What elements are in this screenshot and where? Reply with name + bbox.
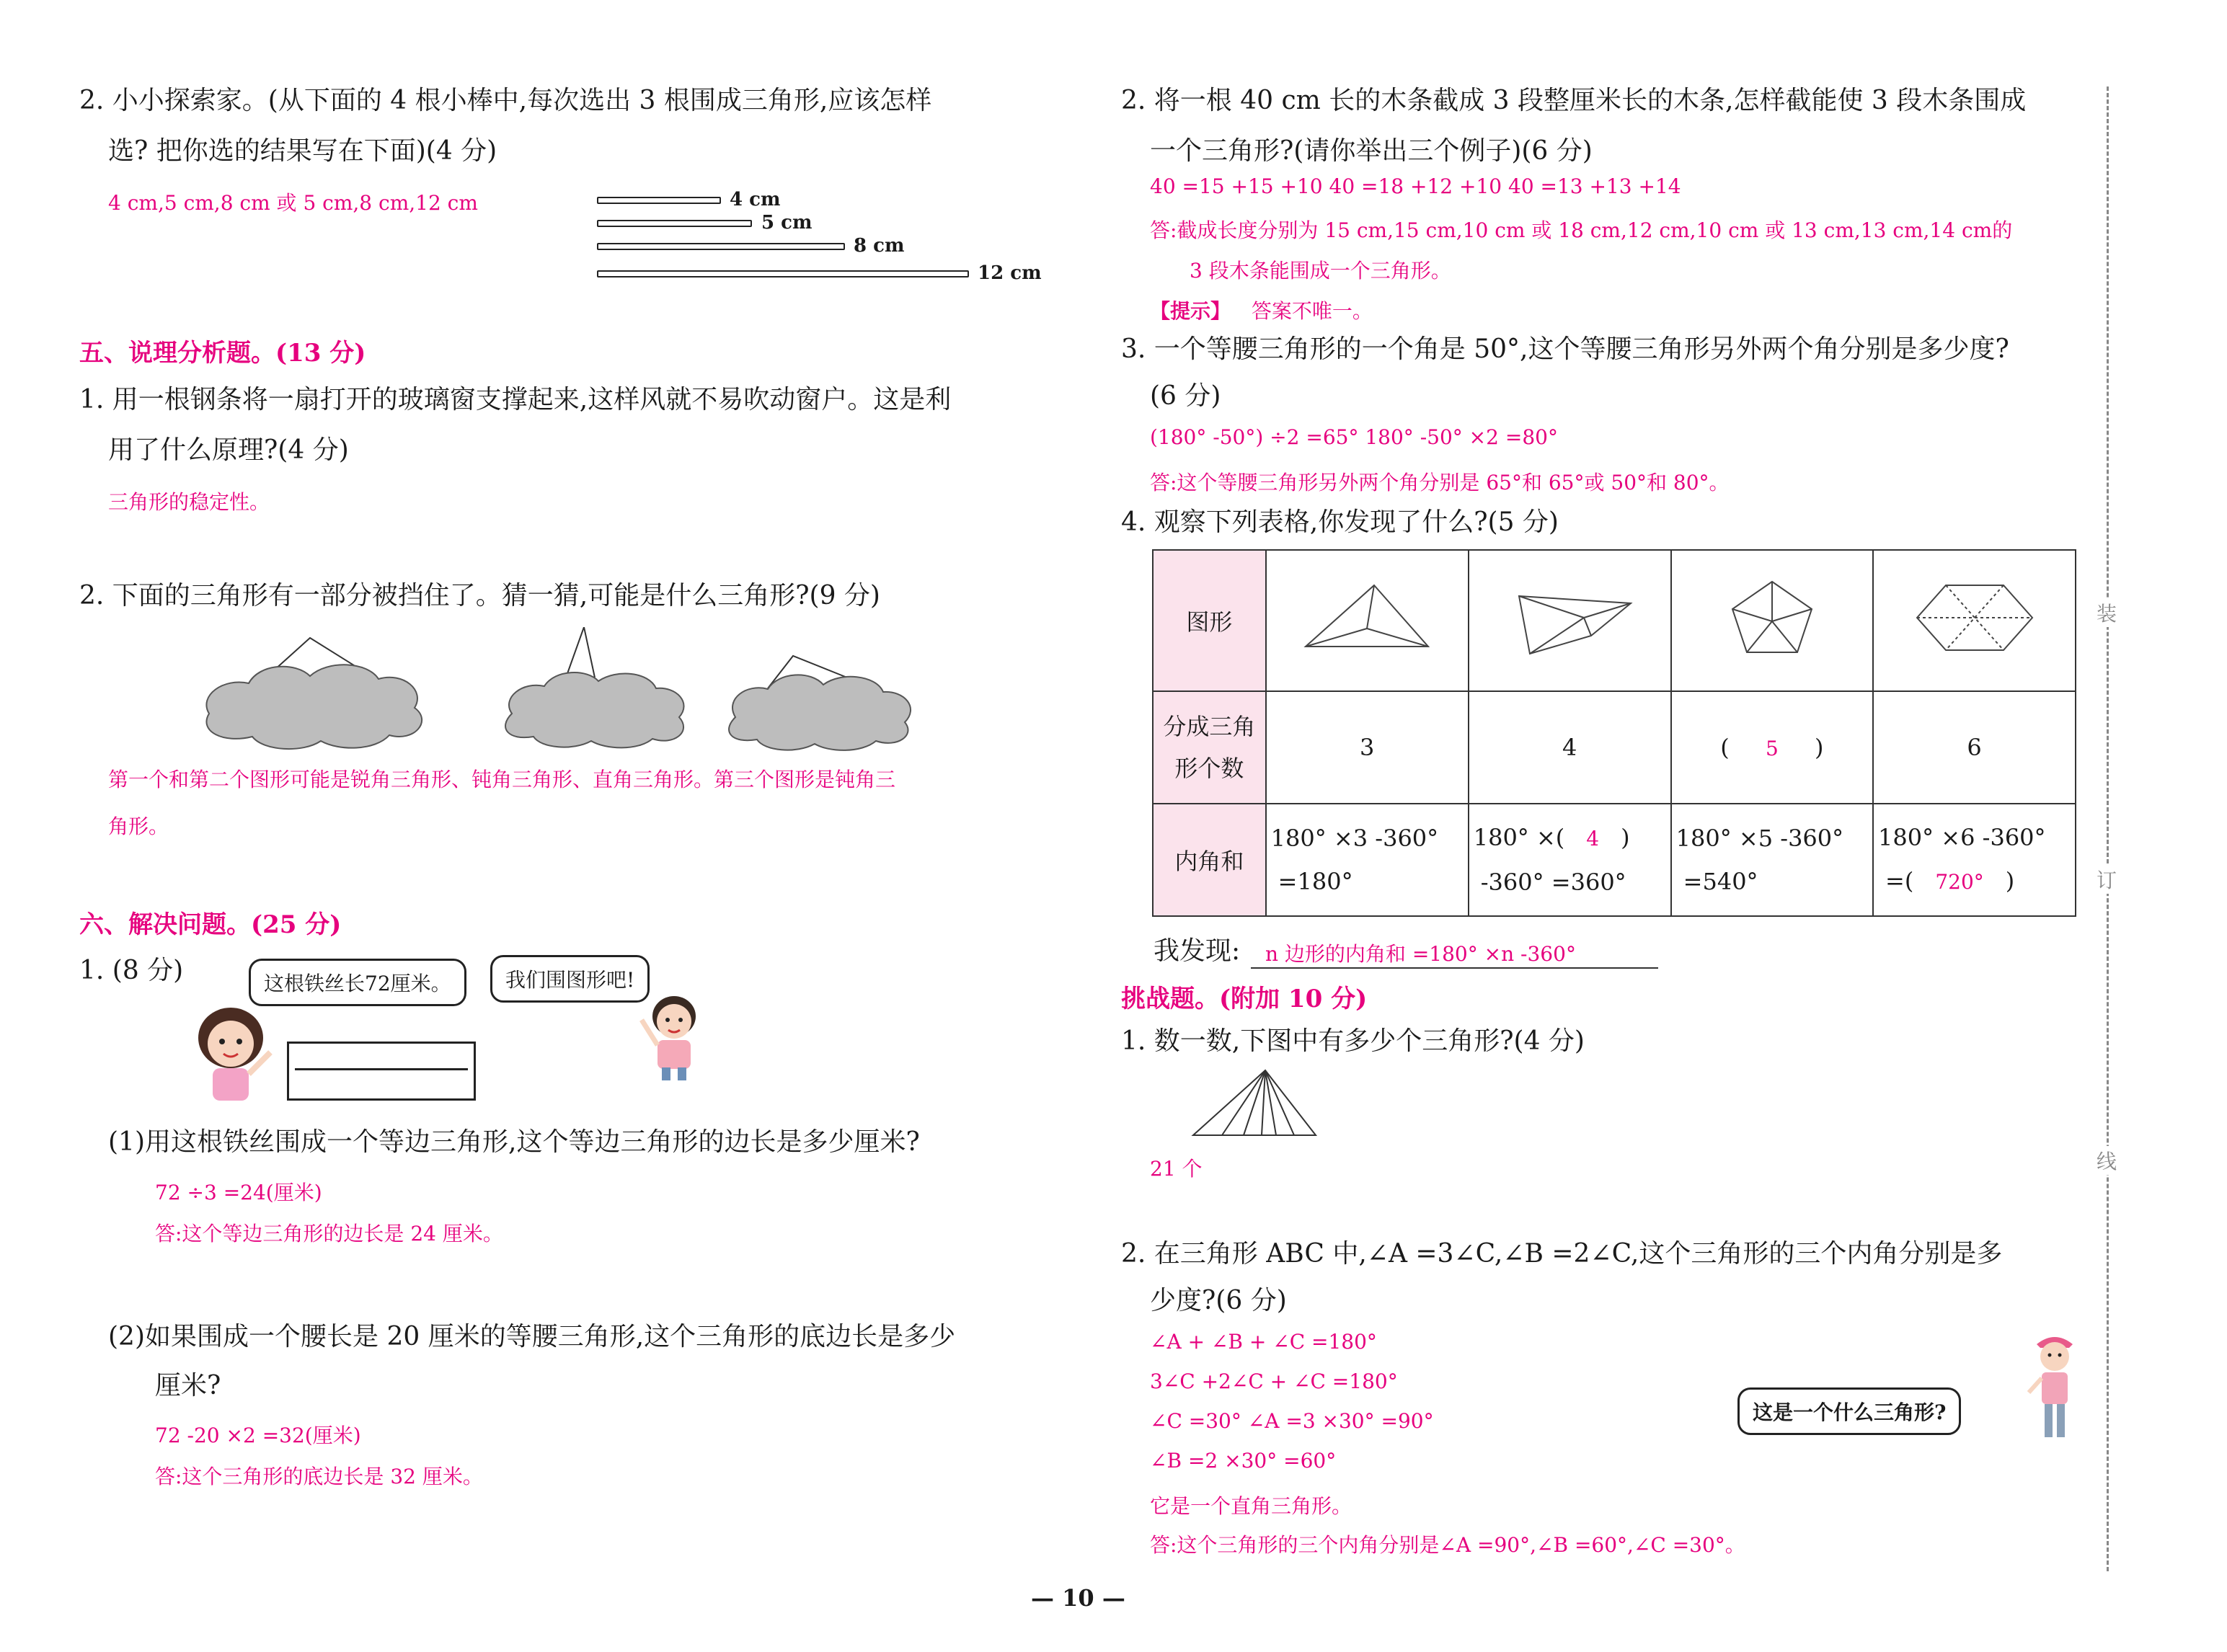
left-q2-line1: 2. 小小探索家。(从下面的 4 根小棒中,每次选出 3 根围成三角形,应该怎样 <box>79 86 932 115</box>
sec5-q1-answer: 三角形的稳定性。 <box>108 490 270 514</box>
sum-1-a: 180° ×3 -360° <box>1270 825 1439 852</box>
sum-4-fill: 720° <box>1935 870 1984 894</box>
sum-3-a: 180° ×5 -360° <box>1675 825 1844 852</box>
discover-answer: n 边形的内角和 =180° ×n -360° <box>1251 938 1658 969</box>
sum-cell-4 <box>1873 804 2076 916</box>
speech-bubble-girl: 这根铁丝长72厘米。 <box>249 959 466 1006</box>
sum-cell-2 <box>1469 804 1671 916</box>
right-q2-line1: 2. 将一根 40 cm 长的木条截成 3 段整厘米长的木条,怎样截能使 3 段木条围成 <box>1121 86 2027 115</box>
right-q2-answer-line2: 3 段木条能围成一个三角形。 <box>1190 259 1451 283</box>
sec5-q1-line2: 用了什么原理?(4 分) <box>108 435 349 465</box>
sum-3-b: =540° <box>1683 868 1758 895</box>
stick-label-12cm: 12 cm <box>978 262 1042 284</box>
sum-2-b: -360° =360° <box>1480 869 1626 896</box>
row-label-sum: 内角和 <box>1153 804 1266 916</box>
count-cell-3 <box>1671 691 1873 804</box>
sum-cell-3 <box>1671 804 1873 916</box>
stick-label-8cm: 8 cm <box>854 235 905 257</box>
hint-tag: 【提示】 <box>1150 299 1231 323</box>
count-cell-1: 3 <box>1266 691 1469 804</box>
challenge-calc4: ∠B =2 ×30° =60° <box>1150 1449 1337 1473</box>
challenge-q2-line1: 2. 在三角形 ABC 中,∠A =3∠C,∠B =2∠C,这个三角形的三个内角分别是多 <box>1121 1239 2003 1269</box>
stick-label-4cm: 4 cm <box>730 189 781 210</box>
boy-standing-illustration <box>2026 1326 2084 1442</box>
challenge-q1-answer: 21 个 <box>1150 1157 1203 1181</box>
margin-mark-line: 线 <box>2097 1146 2117 1175</box>
count-cell-4: 6 <box>1873 691 2076 804</box>
pentagon-5-triangles-figure <box>1725 574 1819 661</box>
sum-2-a2: ) <box>1621 824 1630 851</box>
cell-pentagon-split <box>1671 550 1873 691</box>
stick-label-5cm: 5 cm <box>761 212 813 234</box>
section-5-title: 五、说理分析题。(13 分) <box>79 339 366 368</box>
sec6-q1-label: 1. (8 分) <box>79 956 184 985</box>
challenge-answer: 答:这个三角形的三个内角分别是∠A =90°,∠B =60°,∠C =30°。 <box>1150 1533 1745 1557</box>
sum-cell-1 <box>1266 804 1469 916</box>
right-q2-line2: 一个三角形?(请你举出三个例子)(6 分) <box>1150 136 1593 166</box>
sec6-p2-line1: (2)如果围成一个腰长是 20 厘米的等腰三角形,这个三角形的底边长是多少 <box>108 1322 956 1351</box>
row-label-count-a: 分成三角 <box>1163 713 1256 740</box>
right-q3-calc: (180° -50°) ÷2 =65° 180° -50° ×2 =80° <box>1150 425 1558 449</box>
hexagon-6-triangles-figure <box>1910 578 2040 657</box>
quadrilateral-3-triangles-figure <box>1298 578 1435 657</box>
cell-hexagon-split <box>1873 550 2076 691</box>
sec6-p2-answer: 答:这个三角形的底边长是 32 厘米。 <box>155 1465 483 1488</box>
challenge-calc5: 它是一个直角三角形。 <box>1150 1494 1352 1518</box>
count-open-paren: ( <box>1720 734 1730 761</box>
sum-2-a: 180° ×( <box>1473 824 1565 851</box>
challenge-calc1: ∠A + ∠B + ∠C =180° <box>1150 1330 1377 1354</box>
boy-illustration <box>634 991 714 1081</box>
right-q4-line1: 4. 观察下列表格,你发现了什么?(5 分) <box>1121 507 1559 537</box>
challenge-q1: 1. 数一数,下图中有多少个三角形?(4 分) <box>1121 1026 1585 1056</box>
table-row-counts <box>1153 691 2076 804</box>
challenge-calc3: ∠C =30° ∠A =3 ×30° =90° <box>1150 1409 1434 1433</box>
fan-triangles-figure <box>1190 1067 1319 1139</box>
right-q3-answer: 答:这个等腰三角形另外两个角分别是 65°和 65°或 50°和 80°。 <box>1150 471 1730 494</box>
sum-4-b2: ) <box>2005 867 2015 894</box>
binding-margin-line <box>2107 86 2109 1571</box>
pentagon-4-triangles-figure <box>1505 574 1634 661</box>
page-number: — 10 — <box>1031 1584 1125 1612</box>
wire-line <box>295 1068 468 1070</box>
count-cell-2: 4 <box>1469 691 1671 804</box>
sec6-p2-calc: 72 -20 ×2 =32(厘米) <box>155 1424 361 1447</box>
right-q3-line1: 3. 一个等腰三角形的一个角是 50°,这个等腰三角形另外两个角分别是多少度? <box>1121 334 2009 364</box>
sum-4-b: =( <box>1885 867 1914 894</box>
cell-quad-split <box>1469 550 1671 691</box>
stick-5cm <box>597 220 752 227</box>
wire-box <box>287 1042 476 1101</box>
sec6-p1-calc: 72 ÷3 =24(厘米) <box>155 1181 322 1204</box>
sec5-q2-answer-line2: 角形。 <box>108 814 169 838</box>
right-q2-calc: 40 =15 +15 +10 40 =18 +12 +10 40 =13 +13 +14 <box>1150 174 1681 198</box>
sec6-p1: (1)用这根铁丝围成一个等边三角形,这个等边三角形的边长是多少厘米? <box>108 1127 920 1157</box>
right-q3-line2: (6 分) <box>1150 381 1221 411</box>
margin-mark-bind: 装 <box>2097 598 2117 627</box>
table-row-shapes <box>1153 550 2076 691</box>
row-label-count <box>1153 691 1266 804</box>
table-row-sums <box>1153 804 2076 916</box>
margin-mark-staple: 订 <box>2097 865 2117 894</box>
girl-illustration <box>187 1002 281 1103</box>
stick-12cm <box>597 270 969 277</box>
row-label-shape: 图形 <box>1153 550 1266 691</box>
sec6-p2-line2: 厘米? <box>155 1371 221 1400</box>
left-q2-answer: 4 cm,5 cm,8 cm 或 5 cm,8 cm,12 cm <box>108 191 478 215</box>
sec5-q1-line1: 1. 用一根钢条将一扇打开的玻璃窗支撑起来,这样风就不易吹动窗户。这是利 <box>79 385 952 414</box>
count-fill-3: 5 <box>1765 737 1779 760</box>
sec5-q2-line1: 2. 下面的三角形有一部分被挡住了。猜一猜,可能是什么三角形?(9 分) <box>79 581 880 610</box>
hint-text: 答案不唯一。 <box>1251 299 1373 323</box>
right-q2-hint <box>1150 296 1373 324</box>
row-label-count-b: 形个数 <box>1174 755 1244 782</box>
sum-1-b: =180° <box>1278 868 1353 895</box>
count-close-paren: ) <box>1814 734 1824 761</box>
challenge-calc2: 3∠C +2∠C + ∠C =180° <box>1150 1369 1398 1393</box>
sum-2-fill: 4 <box>1586 827 1600 851</box>
hidden-triangles-figure <box>195 627 930 757</box>
left-q2-line2: 选? 把你选的结果写在下面)(4 分) <box>108 136 497 166</box>
speech-bubble-question: 这是一个什么三角形? <box>1737 1387 1961 1435</box>
sec5-q2-answer-line1: 第一个和第二个图形可能是锐角三角形、钝角三角形、直角三角形。第三个图形是钝角三 <box>108 768 896 791</box>
sum-4-a: 180° ×6 -360° <box>1878 824 2046 851</box>
polygon-table <box>1152 549 2076 917</box>
sec6-p1-answer: 答:这个等边三角形的边长是 24 厘米。 <box>155 1222 503 1245</box>
cell-triangle-split <box>1266 550 1469 691</box>
section-6-title: 六、解决问题。(25 分) <box>79 910 342 939</box>
challenge-q2-line2: 少度?(6 分) <box>1150 1286 1287 1315</box>
stick-8cm <box>597 243 845 250</box>
speech-bubble-boy: 我们围图形吧! <box>490 955 650 1003</box>
challenge-title: 挑战题。(附加 10 分) <box>1121 985 1368 1013</box>
right-q2-answer-line1: 答:截成长度分别为 15 cm,15 cm,10 cm 或 18 cm,12 cm,10 cm 或 13 cm,13 cm,14 cm的 <box>1150 218 2013 242</box>
stick-4cm <box>597 197 721 204</box>
discover-label: 我发现: <box>1154 936 1241 966</box>
